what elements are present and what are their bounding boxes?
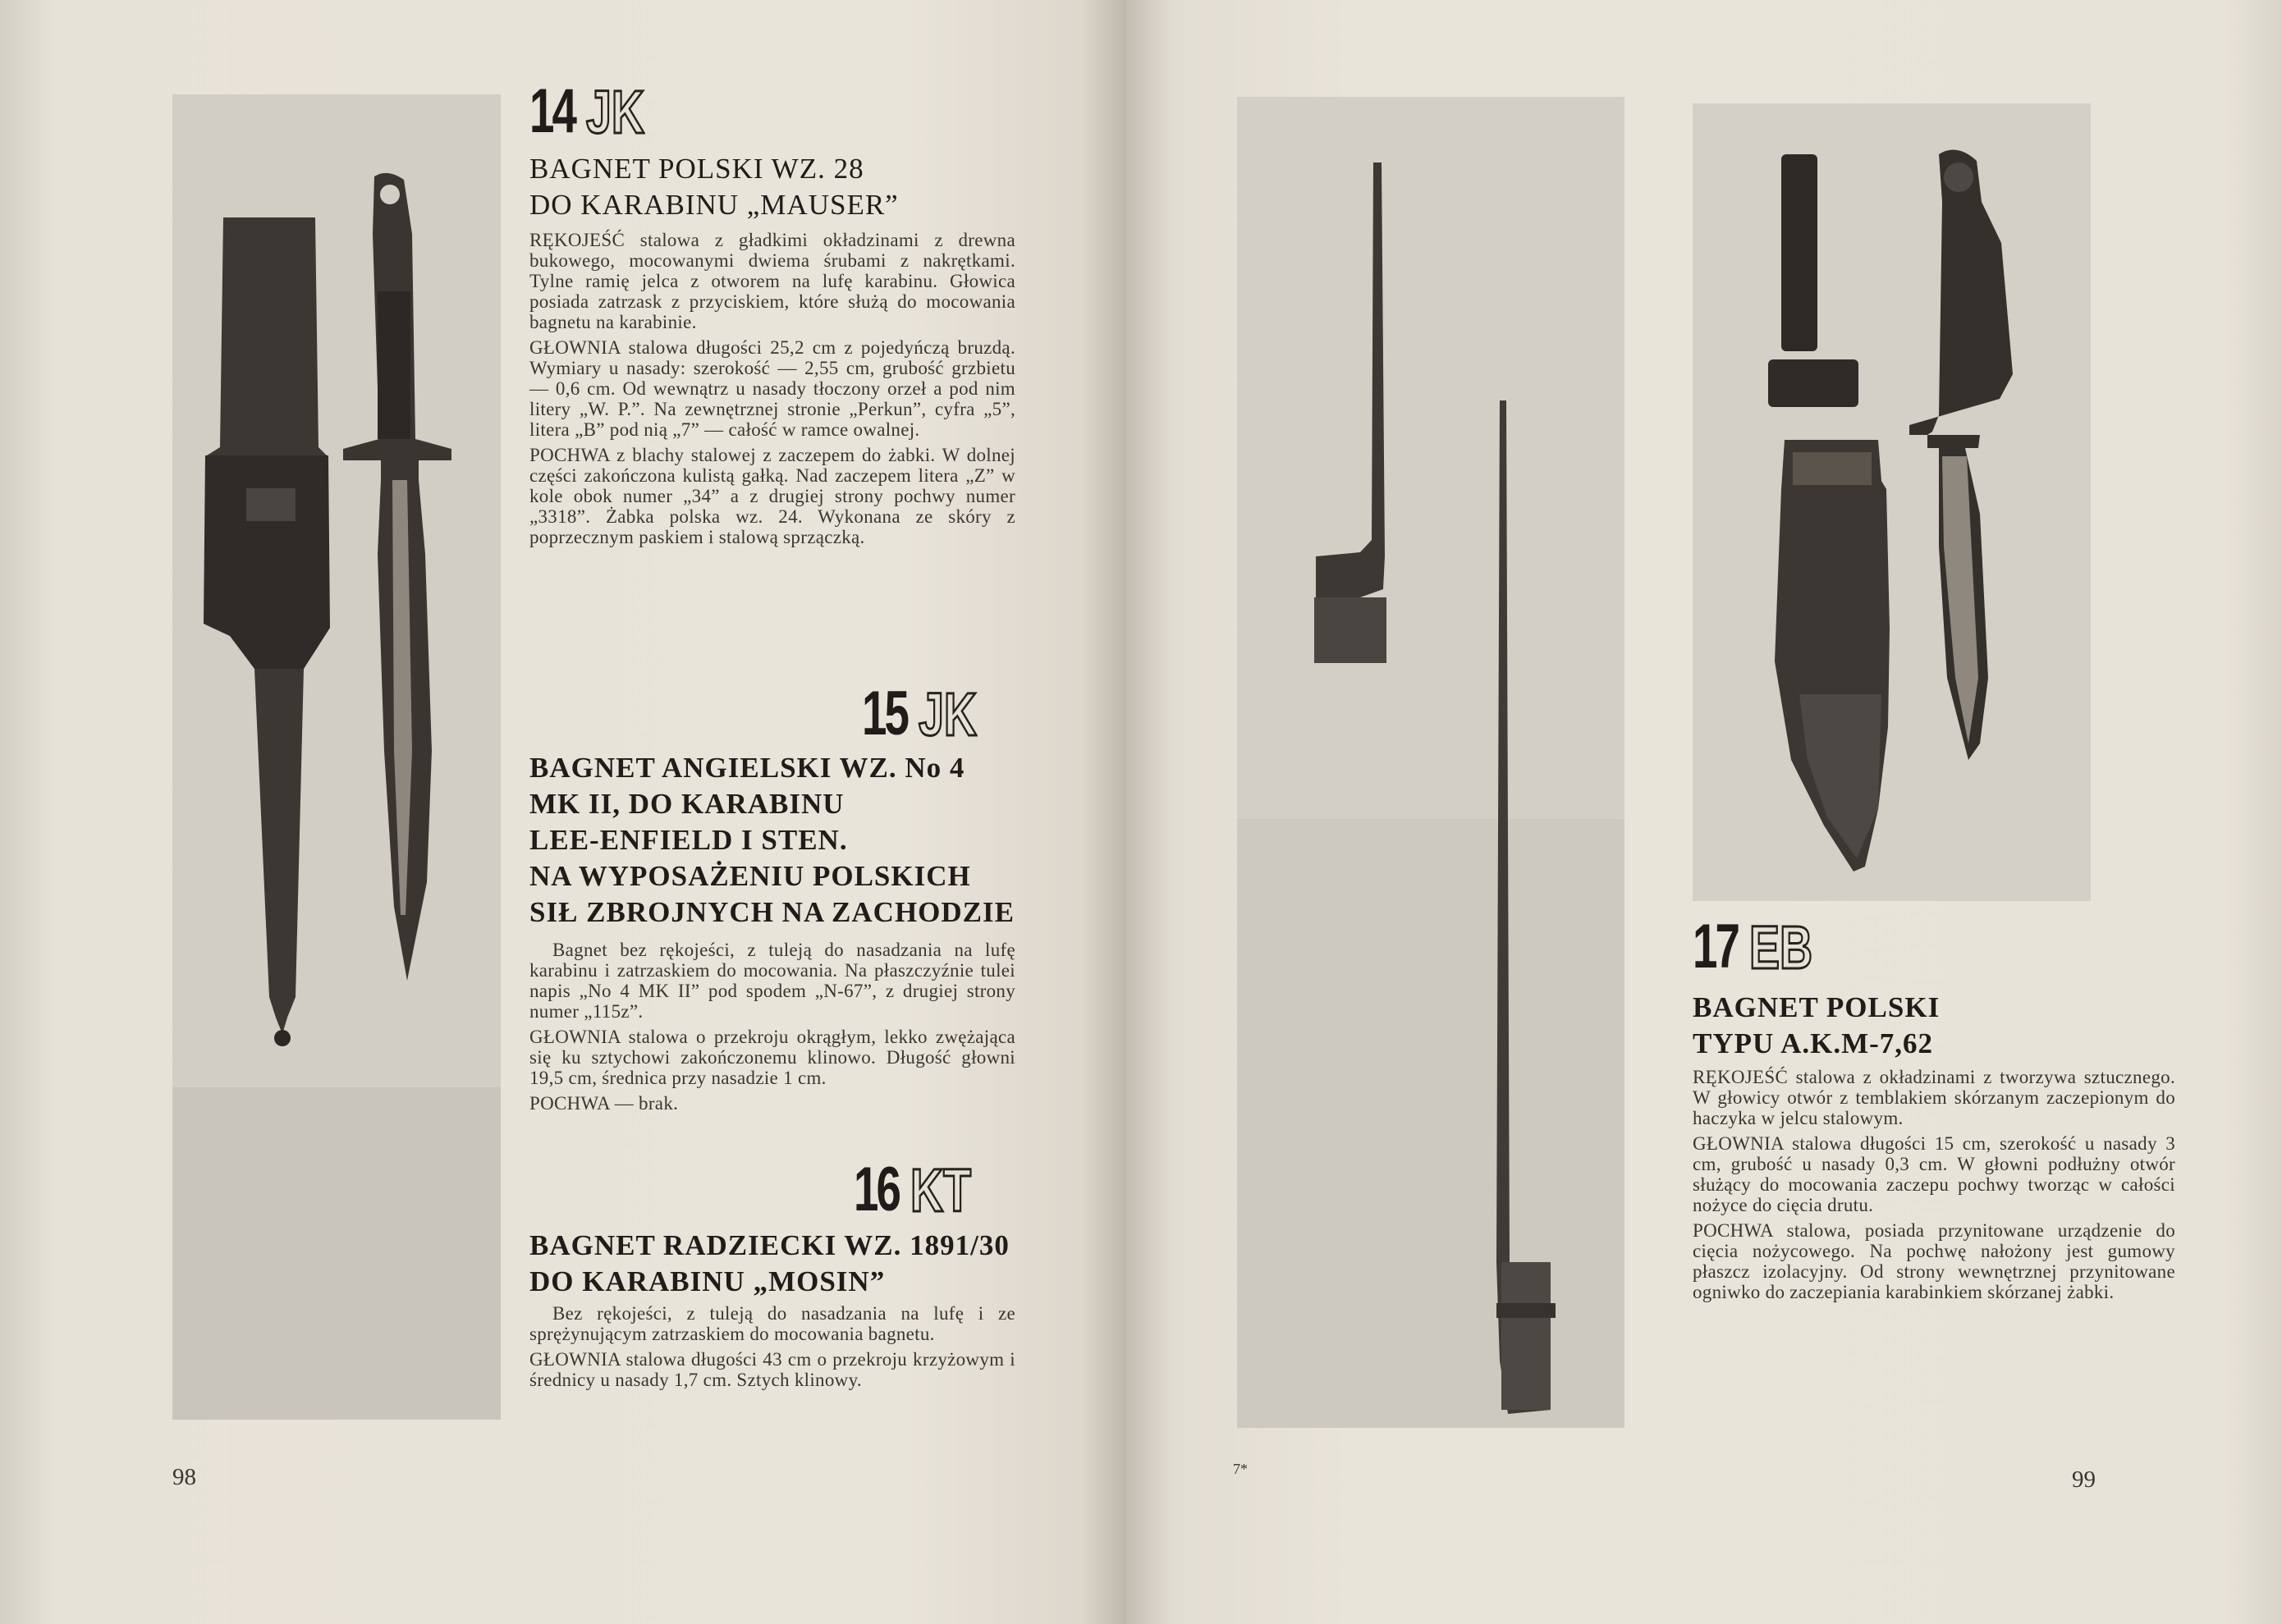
entry-17-paragraph: GŁOWNIA stalowa długości 15 cm, szerokość u nasady 3 cm, grubość u nasady 0,3 cm. W głowni podłużny otwór służący do mocowania zaczepu pochwy tworząc w całości nożyce do cięcia drutu.: [1693, 1133, 2175, 1215]
entry-14-paragraph: POCHWA z blachy stalowej z zaczepem do żabki. W dolnej części zakończona kulistą gałką. Nad zaczepem litera „Z” w kole obok numer „34” a z drugiej strony pochwy numer „3318”. Żabka polska wz. 24. Wykonana ze skóry z poprzecznym paskiem i stalową sprzączką.: [529, 445, 1015, 547]
entry-17-paragraph: RĘKOJEŚĆ stalowa z okładzinami z tworzywa sztucznego. W głowicy otwór z temblakiem skórzanym zaczepionym do haczyka w jelcu stalowym.: [1693, 1067, 2175, 1128]
entry-14-number: 14: [529, 76, 575, 146]
entry-17-title: [1693, 990, 2152, 1062]
bayonets-15-16-illustration: [1237, 97, 1624, 1428]
entry-15-title: [529, 750, 1038, 931]
entry-15-title-line: SIŁ ZBROJNYCH NA ZACHODZIE: [529, 896, 1015, 928]
entry-17-title-line: TYPU A.K.M-7,62: [1693, 1027, 1934, 1059]
entry-15-paragraph: GŁOWNIA stalowa o przekroju okrągłym, lekko zwężająca się ku sztychowi zakończonemu klinowo. Długość głowni 19,5 cm, średnica przy nasadzie 1 cm.: [529, 1027, 1015, 1088]
entry-14-paragraph: GŁOWNIA stalowa długości 25,2 cm z pojedyńczą bruzdą. Wymiary u nasady: szerokość — 2,55 cm, grubość grzbietu — 0,6 cm. Od wewnątrz u nasady tłoczony orzeł a pod nim litery „W. P.”. Na zewnętrznej stronie „Perkun”, cyfra „5”, litera „B” pod nią „7” — całość w ramce owalnej.: [529, 337, 1015, 440]
signature-mark: 7*: [1233, 1461, 1248, 1477]
entry-14-title-line: DO KARABINU „MAUSER”: [529, 189, 899, 221]
entry-14-text: [529, 230, 1015, 552]
entry-17-title-line: BAGNET POLSKI: [1693, 991, 1941, 1023]
entry-15-title-line: BAGNET ANGIELSKI WZ. No 4: [529, 752, 965, 784]
entry-17-number: 17: [1693, 912, 1739, 981]
entry-16-heading: [854, 1155, 991, 1224]
entry-17-text: [1693, 1067, 2175, 1307]
entry-14-title-line: BAGNET POLSKI WZ. 28: [529, 153, 864, 185]
entry-15-title-line: NA WYPOSAŻENIU POLSKICH: [529, 860, 971, 892]
entry-15-title-line: MK II, DO KARABINU: [529, 788, 845, 820]
photo-bayonets-15-16: [1237, 97, 1624, 1428]
entry-14-title: [529, 151, 1022, 223]
photo-bayonet-17: [1693, 103, 2091, 901]
entry-16-title-line: DO KARABINU „MOSIN”: [529, 1265, 886, 1297]
entry-16-text: [529, 1303, 1015, 1395]
entry-15-paragraph: Bagnet bez rękojeści, z tuleją do nasadzania na lufę karabinu i zatrzaskiem do mocowania. Na płaszczyźnie tulei napis „No 4 MK II” pod spodem „N-67”, z drugiej strony numer „115z”.: [529, 940, 1015, 1022]
entry-15-text: [529, 940, 1015, 1119]
entry-17-code: EB: [1748, 913, 1812, 981]
entry-17-heading: [1693, 912, 1833, 981]
entry-16-paragraph: Bez rękojeści, z tuleją do nasadzania na lufę i ze sprężynującym zatrzaskiem do mocowania bagnetu.: [529, 1303, 1015, 1344]
entry-14-heading: [529, 76, 663, 146]
entry-16-title-line: BAGNET RADZIECKI WZ. 1891/30: [529, 1229, 1010, 1261]
entry-17-paragraph: POCHWA stalowa, posiada przynitowane urządzenie do cięcia nożycowego. Na pochwę nałożony jest gumowy płaszcz izolacyjny. Od strony wewnętrznej przynitowane ogniwko do zaczepiania karabinkiem skórzanej żabki.: [1693, 1220, 2175, 1302]
entry-15-title-line: LEE-ENFIELD I STEN.: [529, 824, 848, 856]
entry-14-paragraph: RĘKOJEŚĆ stalowa z gładkimi okładzinami z drewna bukowego, mocowanymi dwiema śrubami z nakrętkami. Tylne ramię jelca z otworem na lufę karabinu. Głowica posiada zatrzask z przyciskiem, które służą do mocowania bagnetu na karabinie.: [529, 230, 1015, 332]
entry-15-heading: [862, 679, 996, 748]
entry-16-number: 16: [854, 1155, 900, 1224]
entry-14-code: JK: [585, 78, 644, 146]
bayonet-14-illustration: [172, 94, 501, 1420]
entry-16-title: [529, 1228, 1038, 1300]
entry-16-paragraph: GŁOWNIA stalowa długości 43 cm o przekroju krzyżowym i średnicy u nasady 1,7 cm. Sztych klinowy.: [529, 1349, 1015, 1390]
right-page: [1126, 0, 2282, 1624]
right-page-number: 99: [2072, 1466, 2096, 1493]
left-page-number: 98: [172, 1464, 196, 1490]
photo-bayonet-14: [172, 94, 501, 1420]
left-page: [0, 0, 1126, 1624]
bayonet-17-illustration: [1693, 103, 2091, 901]
entry-15-paragraph: POCHWA — brak.: [529, 1093, 679, 1114]
entry-16-code: KT: [910, 1156, 971, 1224]
entry-15-code: JK: [918, 680, 977, 748]
entry-15-number: 15: [862, 679, 908, 748]
